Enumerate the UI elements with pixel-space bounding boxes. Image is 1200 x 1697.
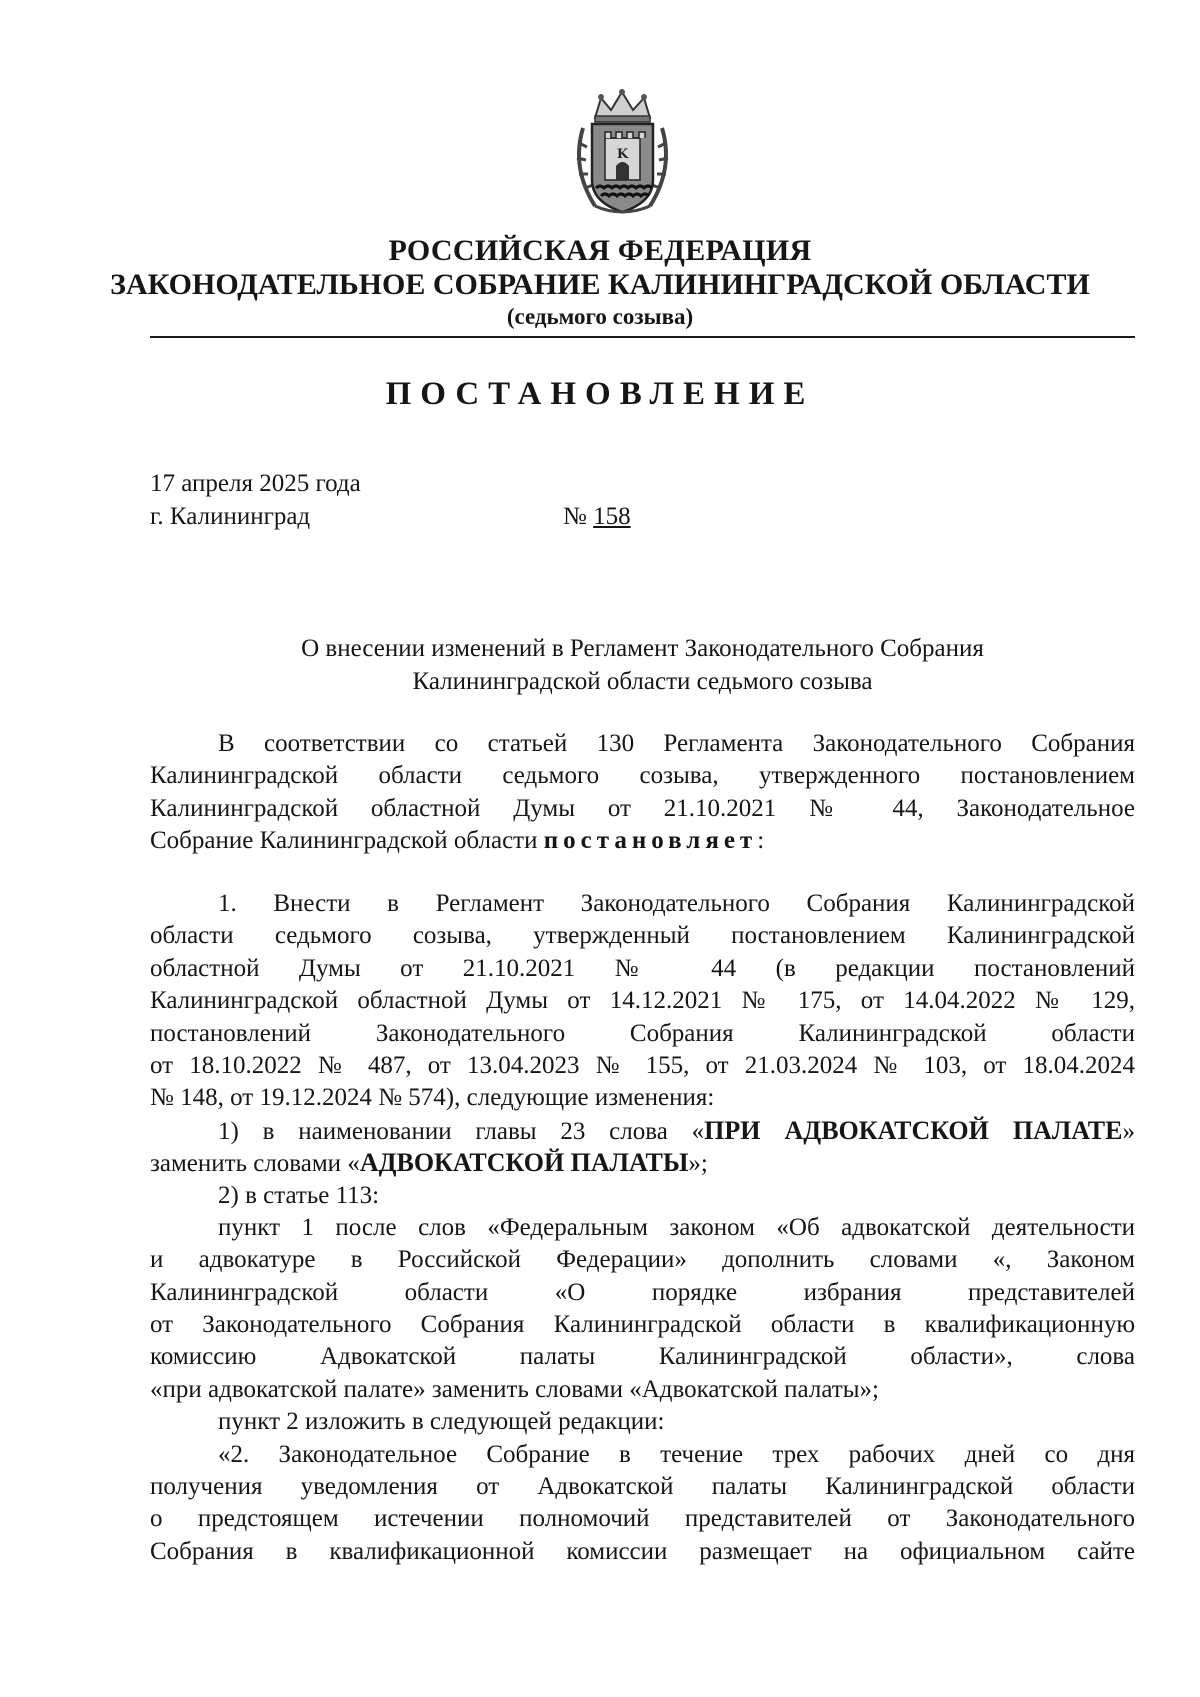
coat-of-arms-icon	[565, 88, 680, 218]
new-chapter-title: АДВОКАТСКОЙ ПАЛАТЫ	[359, 1148, 689, 1178]
resolution-body	[150, 888, 1135, 1568]
paragraph-line: пункт 2 изложить в следующей редакции:	[218, 1408, 665, 1436]
preamble-line: Калининградской области седьмого созыва, утвержденного постановлением	[150, 762, 1135, 790]
header-convocation: (седьмого созыва)	[506, 304, 694, 329]
paragraph-line: и адвокатуре в Российской Федерации» дополнить словами «, Законом	[150, 1246, 1135, 1274]
old-chapter-title: ПРИ АДВОКАТСКОЙ ПАЛАТЕ	[704, 1115, 1123, 1145]
preamble-line: В соответствии со статьей 130 Регламента Законодательного Собрания	[218, 730, 1135, 757]
paragraph-line: пункт 1 после слов «Федеральным законом «Об адвокатской деятельности	[218, 1213, 1135, 1241]
subitem-line: 2) в статье 113:	[218, 1181, 380, 1209]
preamble-text: :	[757, 827, 765, 855]
quote-line: получения уведомления от Адвокатской палаты Калининградской области	[150, 1473, 1135, 1501]
subitem-text: »;	[688, 1150, 708, 1178]
quote-line: о предстоящем истечении полномочий представителей от Законодательного	[150, 1505, 1135, 1533]
preamble-line: Калининградской областной Думы от 21.10.2021 № 44, Законодательное	[150, 794, 1135, 822]
item-line: № 148, от 19.12.2024 № 574), следующие изменения:	[150, 1084, 715, 1112]
subitem-text: »	[1122, 1117, 1135, 1145]
number-prefix: №	[563, 503, 594, 530]
subject-line: Калининградской области седьмого созыва	[412, 668, 873, 695]
header-authority: ЗАКОНОДАТЕЛЬНОЕ СОБРАНИЕ КАЛИНИНГРАДСКОЙ ОБЛАСТИ	[110, 268, 1090, 301]
item-line: от 18.10.2022 № 487, от 13.04.2023 № 155, от 21.03.2024 № 103, от 18.04.2024	[150, 1051, 1135, 1079]
number-value: 158	[593, 503, 631, 530]
subitem-line	[150, 1147, 1135, 1179]
subitem-line	[150, 1115, 1135, 1147]
quote-line: Собрания в квалификационной комиссии размещает на официальном сайте	[150, 1537, 1135, 1565]
item-line: Калининградской областной Думы от 14.12.2021 № 175, от 14.04.2022 № 129,	[150, 987, 1135, 1015]
subitem-text: 1) в наименовании главы 23 слова «	[218, 1117, 705, 1145]
quote-line: «2. Законодательное Собрание в течение трех рабочих дней со дня	[218, 1440, 1135, 1468]
document-subject	[150, 632, 1135, 698]
document-city: г. Калининград	[150, 503, 311, 530]
paragraph-line: от Законодательного Собрания Калининградской области в квалификационную	[150, 1311, 1135, 1339]
preamble-text: Собрание Калининградской области	[150, 827, 544, 855]
subitem-text: заменить словами «	[150, 1150, 360, 1178]
document-type: ПОСТАНОВЛЕНИЕ	[385, 376, 815, 412]
subject-line: О внесении изменений в Регламент Законодательного Собрания	[301, 635, 984, 662]
document-date: 17 апреля 2025 года	[150, 470, 361, 497]
resolves-word: постановляет	[543, 827, 758, 855]
item-line: 1. Внести в Регламент Законодательного Собрания Калининградской	[218, 890, 1135, 917]
item-line: области седьмого созыва, утвержденный постановлением Калининградской	[150, 922, 1135, 950]
paragraph-line: Калининградской области «О порядке избрания представителей	[150, 1278, 1135, 1306]
svg-text:K: K	[616, 147, 629, 162]
item-line: постановлений Законодательного Собрания Калининградской области	[150, 1019, 1135, 1047]
document-number	[563, 503, 631, 531]
paragraph-line: комиссию Адвокатской палаты Калининградской области», слова	[150, 1343, 1135, 1371]
paragraph-line: «при адвокатской палате» заменить словами «Адвокатской палаты»;	[150, 1375, 879, 1403]
preamble	[150, 728, 1135, 858]
header-country: РОССИЙСКАЯ ФЕДЕРАЦИЯ	[388, 234, 812, 267]
header-divider	[150, 336, 1135, 338]
preamble-line	[150, 825, 1135, 857]
item-line: областной Думы от 21.10.2021 № 44 (в редакции постановлений	[150, 954, 1135, 982]
